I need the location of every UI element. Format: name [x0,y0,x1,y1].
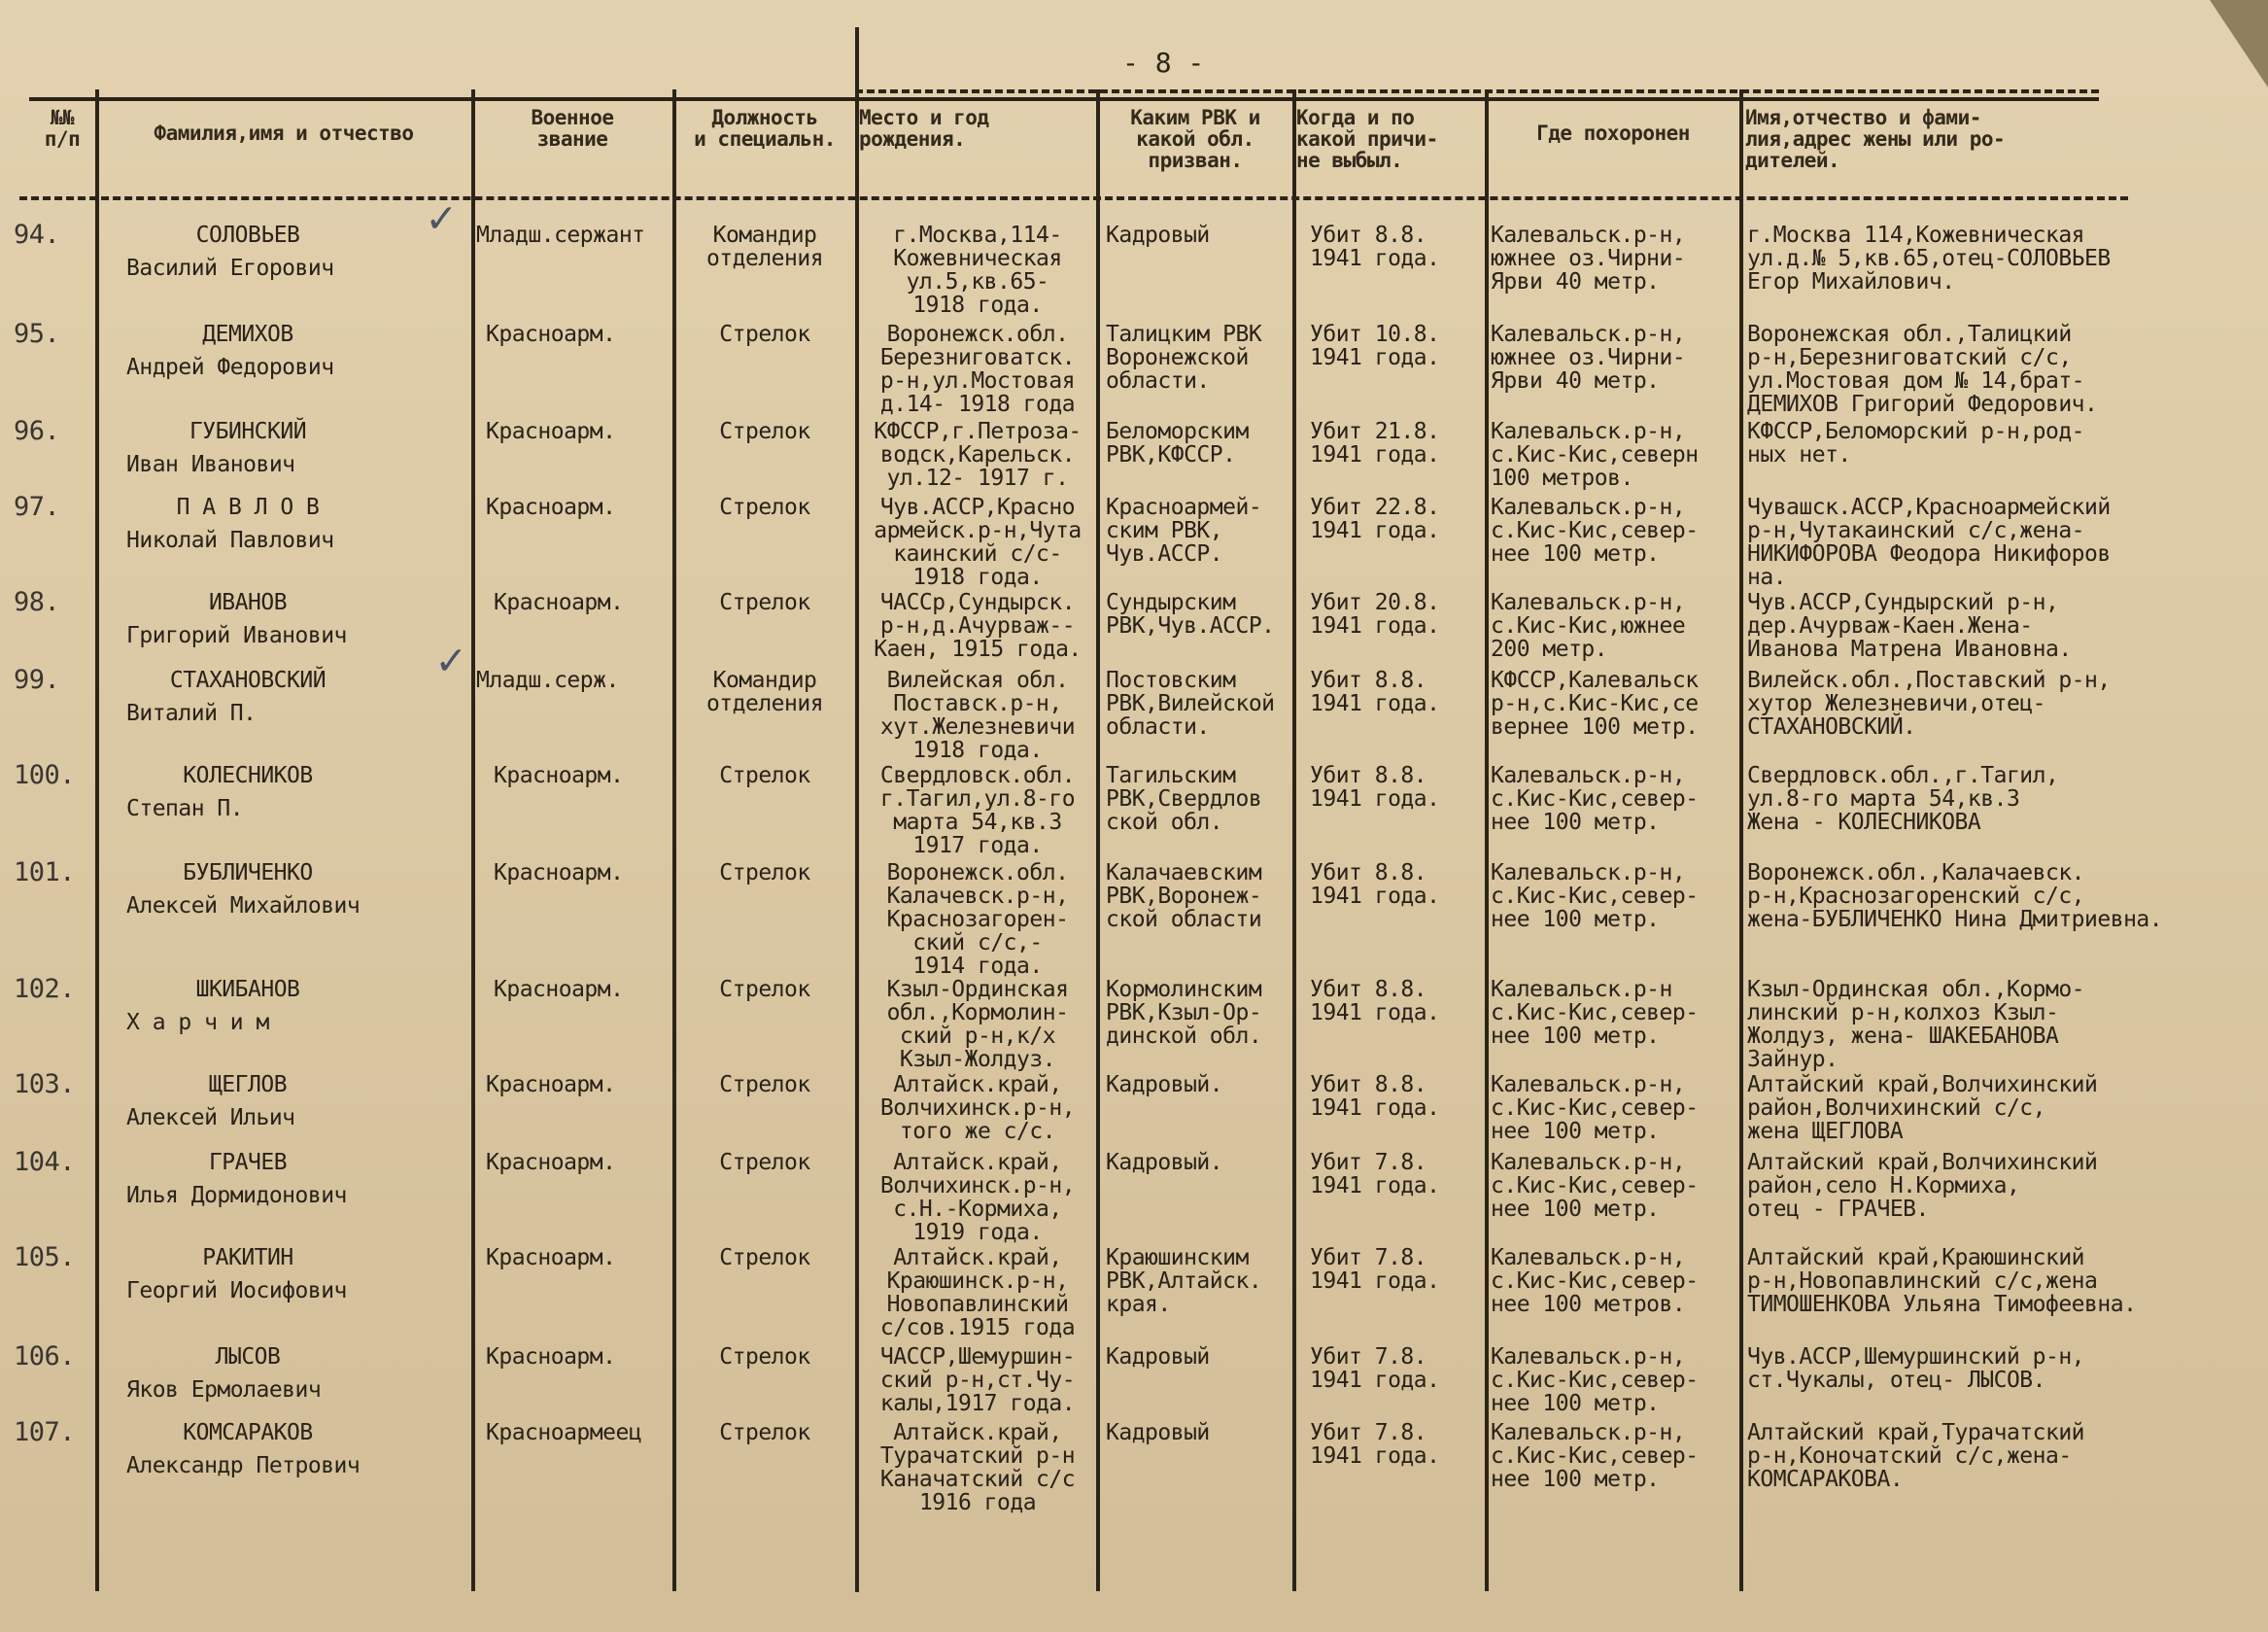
given-names: Виталий П. [126,701,257,726]
rvk: Кадровый. [1106,1150,1223,1175]
relatives: Кзыл-Ординская обл.,Кормо- линский р-н,колхоз Кзыл- Жолдуз, жена- ШАКЕБАНОВА Зайнур. [1747,977,2085,1072]
surname: ГРАЧЕВ [208,1150,288,1175]
surname: СОЛОВЬЕВ [195,223,300,248]
surname: ЛЫСОВ [215,1344,281,1370]
row-number: 102. [14,974,76,1004]
position: Командир отделения [705,668,824,716]
row-number: 98. [14,587,60,617]
burial-place: Калевальск.р-н, с.Кис-Кис,север- нее 100 метр. [1491,495,1699,567]
surname: ГУБИНСКИЙ [189,419,307,444]
column-divider [1292,89,1296,1591]
military-rank: Младш.серж. [476,668,619,693]
birthplace: КФССР,г.Петроза- водск,Карельск. ул.12- 1917 г. [874,419,1082,491]
given-names: Георгий Иосифович [126,1278,347,1303]
birthplace: Кзыл-Ординская обл.,Кормолин- ский р-н,к/х Кзыл-Жолдуз. [886,977,1069,1072]
row-number: 107. [14,1417,76,1447]
relatives: г.Москва 114,Кожевническая ул.д.№ 5,кв.65,отец-СОЛОВЬЕВ Егор Михайлович. [1747,223,2111,295]
birthplace: Вилейская обл. Поставск.р-н, хут.Железневичи 1918 года. [879,668,1076,763]
surname: ШКИБАНОВ [195,977,300,1002]
burial-place: Калевальск.р-н, с.Кис-Кис,север- нее 100 метр. [1491,1150,1699,1222]
military-rank: Красноарм. [486,322,616,347]
birthplace: Свердловск.обл. г.Тагил,ул.8-го марта 54,кв.3 1917 года. [879,763,1076,858]
position: Стрелок [719,322,810,347]
military-rank: Красноарм. [494,977,624,1002]
surname: БУБЛИЧЕНКО [183,860,313,885]
position: Стрелок [719,1420,810,1445]
position: Стрелок [719,495,810,520]
surname: ИВАНОВ [208,590,288,615]
rvk: Беломорским РВК,КФССР. [1106,419,1249,468]
birthplace: Воронежск.обл. Калачевск.р-н, Краснозагорен- ский с/с,- 1914 года. [886,860,1069,979]
burial-place: Калевальск.р-н, с.Кис-Кис,север- нее 100 метр. [1491,1420,1699,1492]
rvk: Кадровый. [1106,1072,1223,1097]
when-cause: Убит 8.8. 1941 года. [1310,763,1440,812]
given-names: Алексей Михайлович [126,893,361,919]
given-names: Александр Петрович [126,1453,361,1478]
row-number: 95. [14,319,60,349]
when-cause: Убит 7.8. 1941 года. [1310,1344,1440,1393]
rvk: Кадровый [1106,1344,1210,1370]
birthplace: Алтайск.край, Волчихинск.р-н, того же с/с. [879,1072,1076,1144]
rvk: Кадровый [1106,1420,1210,1445]
header-name: Фамилия,имя и отчество [154,122,414,145]
burial-place: Калевальск.р-н, с.Кис-Кис,северн 100 метров. [1491,419,1699,491]
rvk: Калачаевским РВК,Воронеж- ской области [1106,860,1262,932]
surname: РАКИТИН [202,1245,293,1270]
surname: КОЛЕСНИКОВ [183,763,313,788]
top-rule [855,89,2099,93]
given-names: Николай Павлович [126,528,334,553]
checkmark-icon: ✓ [437,633,464,685]
military-rank: Красноарм. [486,1150,616,1175]
relatives: Воронежск.обл.,Калачаевск. р-н,Краснозагоренский с/с, жена-БУБЛИЧЕНКО Нина Дмитриевна. [1747,860,2163,932]
given-names: Степан П. [126,796,244,821]
when-cause: Убит 22.8. 1941 года. [1310,495,1440,543]
row-number: 99. [14,665,60,695]
relatives: Алтайский край,Турачатский р-н,Коночатский с/с,жена- КОМСАРАКОВА. [1747,1420,2085,1492]
page-number: - 8 - [1122,47,1205,79]
relatives: Воронежская обл.,Талицкий р-н,Березниговатский с/с, ул.Мостовая дом № 14,брат- ДЕМИХОВ Григорий Федорович. [1747,322,2098,417]
row-number: 101. [14,857,76,887]
header-number: №№ п/п [44,106,81,151]
military-rank: Красноарм. [486,1245,616,1270]
checkmark-icon: ✓ [428,191,455,243]
relatives: Алтайский край,Волчихинский район,Волчихинский с/с, жена ЩЕГЛОВА [1747,1072,2098,1144]
given-names: Андрей Федорович [126,355,334,380]
birthplace: ЧАССр,Сундырск. р-н,д.Ачурваж-- Каен, 1915 года. [874,590,1082,662]
birthplace: Чув.АССР,Красно армейск.р-н,Чута каинский с/с- 1918 года. [874,495,1082,590]
relatives: Алтайский край,Краюшинский р-н,Новопавлинский с/с,жена ТИМОШЕНКОВА Ульяна Тимофеевна. [1747,1245,2137,1317]
row-number: 97. [14,492,60,522]
military-rank: Красноарм. [494,860,624,885]
given-names: Иван Иванович [126,452,295,477]
position: Стрелок [719,977,810,1002]
column-divider [1739,89,1743,1591]
burial-place: Калевальск.р-н, с.Кис-Кис,север- нее 100 метр. [1491,860,1699,932]
position: Стрелок [719,1245,810,1270]
position: Стрелок [719,590,810,615]
position: Стрелок [719,1150,810,1175]
torn-corner [2210,0,2268,87]
rvk: Сундырским РВК,Чув.АССР. [1106,590,1275,639]
burial-place: Калевальск.р-н, с.Кис-Кис,север- нее 100 метр. [1491,1072,1699,1144]
when-cause: Убит 7.8. 1941 года. [1310,1245,1440,1294]
row-number: 105. [14,1242,76,1272]
birthplace: Алтайск.край, Турачатский р-н Каначатский с/с 1916 года [879,1420,1076,1515]
relatives: КФССР,Беломорский р-н,род- ных нет. [1747,419,2085,468]
column-divider [1485,89,1489,1591]
rvk: Красноармей- ским РВК, Чув.АССР. [1106,495,1262,567]
burial-place: КФССР,Калевальск р-н,с.Кис-Кис,се вернее 100 метр. [1491,668,1699,740]
military-rank: Младш.сержант [476,223,645,248]
relatives: Чув.АССР,Шемуршинский р-н, ст.Чукалы, отец- ЛЫСОВ. [1747,1344,2085,1393]
military-rank: Красноарм. [494,763,624,788]
burial-place: Калевальск.р-н, южнее оз.Чирни- Ярви 40 метр. [1491,223,1686,295]
when-cause: Убит 8.8. 1941 года. [1310,977,1440,1025]
military-rank: Красноарм. [486,1072,616,1097]
surname: СТАХАНОВСКИЙ [169,668,326,693]
header-rank: Военное звание [531,106,614,151]
when-cause: Убит 8.8. 1941 года. [1310,223,1440,271]
when-cause: Убит 10.8. 1941 года. [1310,322,1440,370]
military-rank: Красноарм. [486,495,616,520]
when-cause: Убит 8.8. 1941 года. [1310,668,1440,716]
header-position: Должность и специальн. [694,106,836,151]
when-cause: Убит 21.8. 1941 года. [1310,419,1440,468]
surname: ЩЕГЛОВ [208,1072,288,1097]
relatives: Алтайский край,Волчихинский район,село Н.Кормиха, отец - ГРАЧЕВ. [1747,1150,2098,1222]
rvk: Краюшинским РВК,Алтайск. края. [1106,1245,1262,1317]
when-cause: Убит 7.8. 1941 года. [1310,1150,1440,1198]
given-names: Алексей Ильич [126,1105,295,1130]
position: Командир отделения [705,223,824,271]
row-number: 106. [14,1341,76,1372]
column-divider [471,89,475,1591]
birthplace: Воронежск.обл. Березниговатск. р-н,ул.Мостовая д.14- 1918 года [879,322,1076,417]
rvk: Постовским РВК,Вилейской области. [1106,668,1275,740]
surname: КОМСАРАКОВ [183,1420,313,1445]
burial-place: Калевальск.р-н, с.Кис-Кис,южнее 200 метр. [1491,590,1686,662]
burial-place: Калевальск.р-н, с.Кис-Кис,север- нее 100 метров. [1491,1245,1699,1317]
military-rank: Красноармеец [486,1420,642,1445]
when-cause: Убит 7.8. 1941 года. [1310,1420,1440,1469]
relatives: Чувашск.АССР,Красноармейский р-н,Чутакаинский с/с,жена- НИКИФОРОВА Феодора Никифоров на. [1747,495,2111,590]
military-rank: Красноарм. [494,590,624,615]
birthplace: ЧАССР,Шемуршин- ский р-н,ст.Чу- калы,1917 года. [879,1344,1076,1416]
header-buried: Где похоронен [1536,122,1690,145]
burial-place: Калевальск.р-н с.Кис-Кис,север- нее 100 метр. [1491,977,1699,1049]
military-rank: Красноарм. [486,419,616,444]
burial-place: Калевальск.р-н, с.Кис-Кис,север- нее 100 метр. [1491,1344,1699,1416]
birthplace: Алтайск.край, Волчихинск.р-н, с.Н.-Кормиха, 1919 года. [879,1150,1076,1245]
military-rank: Красноарм. [486,1344,616,1370]
position: Стрелок [719,763,810,788]
position: Стрелок [719,419,810,444]
relatives: Свердловск.обл.,г.Тагил, ул.8-го марта 54,кв.3 Жена - КОЛЕСНИКОВА [1747,763,2059,835]
row-number: 100. [14,760,76,790]
birthplace: г.Москва,114- Кожевническая ул.5,кв.65- 1918 года. [893,223,1062,318]
given-names: Григорий Иванович [126,623,347,648]
given-names: Яков Ермолаевич [126,1377,322,1403]
rvk: Кормолинским РВК,Кзыл-Ор- динской обл. [1106,977,1262,1049]
when-cause: Убит 8.8. 1941 года. [1310,860,1440,909]
burial-place: Калевальск.р-н, южнее оз.Чирни- Ярви 40 метр. [1491,322,1686,394]
column-divider [1096,89,1100,1591]
given-names: Илья Дормидонович [126,1183,347,1208]
relatives: Вилейск.обл.,Поставский р-н, хутор Железневичи,отец- СТАХАНОВСКИЙ. [1747,668,2111,740]
given-names: Василий Егорович [126,256,334,281]
burial-place: Калевальск.р-н, с.Кис-Кис,север- нее 100 метр. [1491,763,1699,835]
header-when: Когда и по какой причи- не выбыл. [1296,106,1438,172]
when-cause: Убит 8.8. 1941 года. [1310,1072,1440,1121]
surname: П А В Л О В [176,495,320,520]
position: Стрелок [719,1344,810,1370]
relatives: Чув.АССР,Сундырский р-н, дер.Ачурваж-Каен.Жена- Иванова Матрена Ивановна. [1747,590,2072,662]
header-relatives: Имя,отчество и фами- лия,адрес жены или ро- дителей. [1745,106,2006,172]
position: Стрелок [719,860,810,885]
header-birthplace: Место и год рождения. [859,106,989,151]
rvk: Кадровый [1106,223,1210,248]
row-number: 104. [14,1147,76,1177]
birthplace: Алтайск.край, Краюшинск.р-н, Новопавлинский с/сов.1915 года [879,1245,1076,1340]
header-rvk: Каким РВК и какой обл. призван. [1130,106,1260,172]
when-cause: Убит 20.8. 1941 года. [1310,590,1440,639]
surname: ДЕМИХОВ [202,322,293,347]
rvk: Талицким РВК Воронежской области. [1106,322,1262,394]
given-names: Х а р ч и м [126,1010,269,1035]
row-number: 103. [14,1069,76,1099]
rvk: Тагильским РВК,Свердлов ской обл. [1106,763,1262,835]
header-top-rule [29,97,2099,101]
row-number: 94. [14,220,60,250]
row-number: 96. [14,416,60,446]
position: Стрелок [719,1072,810,1097]
